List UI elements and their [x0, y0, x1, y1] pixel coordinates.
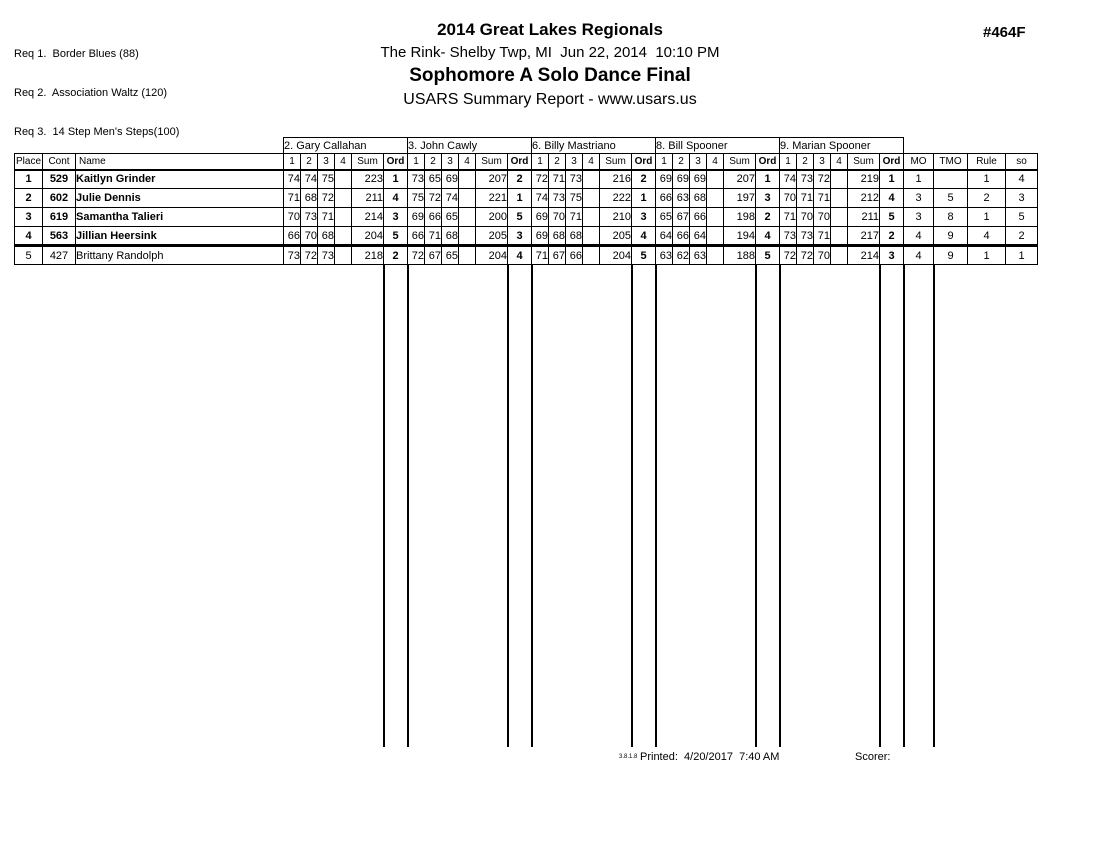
- score-cell: [831, 170, 848, 189]
- score-cell: 65: [656, 208, 673, 227]
- score-cell: [459, 170, 476, 189]
- tail-cell: [934, 170, 968, 189]
- score-cell: 70: [301, 227, 318, 246]
- ord-cell: 3: [756, 189, 780, 208]
- sum-cell: 210: [600, 208, 632, 227]
- col-header-judge3-ord: Ord: [632, 154, 656, 170]
- ord-cell: 4: [384, 189, 408, 208]
- score-cell: 67: [425, 246, 442, 265]
- ord-cell: 2: [384, 246, 408, 265]
- sum-cell: 211: [848, 208, 880, 227]
- mo-extension-line: [904, 265, 934, 747]
- col-header-judge5-sum: Sum: [848, 154, 880, 170]
- event-title: 2014 Great Lakes Regionals: [437, 20, 663, 39]
- score-cell: 66: [656, 189, 673, 208]
- score-cell: 75: [408, 189, 425, 208]
- tail-cell: 3: [1006, 189, 1038, 208]
- score-cell: 72: [814, 170, 831, 189]
- judge-header: 9. Marian Spooner: [780, 138, 904, 154]
- col-header-judge5-3: 3: [814, 154, 831, 170]
- sum-cell: 205: [600, 227, 632, 246]
- ord-cell: 5: [880, 208, 904, 227]
- place-cell: 2: [15, 189, 43, 208]
- results-table: [14, 137, 1038, 747]
- col-header-tmo: TMO: [934, 154, 968, 170]
- col-header-judge1-4: 4: [335, 154, 352, 170]
- score-cell: 74: [301, 170, 318, 189]
- score-cell: 71: [425, 227, 442, 246]
- score-cell: [831, 246, 848, 265]
- score-cell: [459, 227, 476, 246]
- judge-row-right-spacer: [904, 138, 1038, 154]
- ord-cell: 5: [756, 246, 780, 265]
- score-cell: 66: [408, 227, 425, 246]
- score-cell: 72: [797, 246, 814, 265]
- col-header-place: Place: [15, 154, 43, 170]
- venue-date-line: The Rink- Shelby Twp, MI Jun 22, 2014 10:10 PM: [380, 44, 720, 61]
- score-cell: 69: [532, 227, 549, 246]
- name-cell: Brittany Randolph: [76, 246, 284, 265]
- score-cell: 66: [566, 246, 583, 265]
- score-cell: 73: [284, 246, 301, 265]
- ord-cell: 3: [632, 208, 656, 227]
- col-header-rule: Rule: [968, 154, 1006, 170]
- ord-cell: 3: [880, 246, 904, 265]
- col-header-judge4-3: 3: [690, 154, 707, 170]
- score-cell: 68: [566, 227, 583, 246]
- score-cell: 71: [318, 208, 335, 227]
- score-cell: 71: [549, 170, 566, 189]
- score-cell: 70: [780, 189, 797, 208]
- score-cell: 72: [318, 189, 335, 208]
- ord-cell: 1: [880, 170, 904, 189]
- score-cell: 73: [780, 227, 797, 246]
- score-cell: 73: [301, 208, 318, 227]
- table-row: [15, 170, 1038, 189]
- score-cell: 69: [532, 208, 549, 227]
- ord-extension-line: [880, 265, 904, 747]
- score-cell: 70: [814, 208, 831, 227]
- extension-spacer: [780, 265, 880, 747]
- report-header: [0, 20, 1100, 109]
- grid-extension-row: [15, 265, 1038, 747]
- score-cell: 67: [673, 208, 690, 227]
- tail-cell: 9: [934, 227, 968, 246]
- col-header-judge4-2: 2: [673, 154, 690, 170]
- judge-header-row: [15, 138, 1038, 154]
- score-cell: 68: [301, 189, 318, 208]
- sum-cell: 198: [724, 208, 756, 227]
- col-header-judge3-3: 3: [566, 154, 583, 170]
- score-cell: 66: [673, 227, 690, 246]
- requirement-line-1: Req 1. Border Blues (88): [14, 48, 139, 60]
- col-header-judge5-ord: Ord: [880, 154, 904, 170]
- tail-cell: 1: [968, 170, 1006, 189]
- score-cell: 69: [690, 170, 707, 189]
- score-cell: 72: [301, 246, 318, 265]
- cont-cell: 563: [43, 227, 76, 246]
- extension-spacer: [284, 265, 384, 747]
- table-row: [15, 246, 1038, 265]
- ord-extension-line: [384, 265, 408, 747]
- score-cell: [335, 246, 352, 265]
- col-header-judge3-2: 2: [549, 154, 566, 170]
- col-header-judge2-ord: Ord: [508, 154, 532, 170]
- score-cell: 73: [408, 170, 425, 189]
- col-header-judge5-2: 2: [797, 154, 814, 170]
- col-header-so: so: [1006, 154, 1038, 170]
- extension-spacer: [656, 265, 756, 747]
- sum-cell: 197: [724, 189, 756, 208]
- tail-cell: 2: [1006, 227, 1038, 246]
- ord-extension-line: [508, 265, 532, 747]
- col-header-judge4-4: 4: [707, 154, 724, 170]
- sum-cell: 200: [476, 208, 508, 227]
- score-cell: 72: [425, 189, 442, 208]
- sum-cell: 212: [848, 189, 880, 208]
- score-cell: [335, 170, 352, 189]
- score-cell: 69: [408, 208, 425, 227]
- score-cell: 75: [566, 189, 583, 208]
- col-header-judge1-2: 2: [301, 154, 318, 170]
- score-cell: 75: [318, 170, 335, 189]
- sum-cell: 207: [724, 170, 756, 189]
- ord-cell: 4: [632, 227, 656, 246]
- judge-header: 6. Billy Mastriano: [532, 138, 656, 154]
- ord-cell: 5: [508, 208, 532, 227]
- col-header-judge1-sum: Sum: [352, 154, 384, 170]
- score-cell: 71: [532, 246, 549, 265]
- tail-cell: 5: [1006, 208, 1038, 227]
- ord-cell: 4: [508, 246, 532, 265]
- extension-spacer: [15, 265, 284, 747]
- ord-cell: 5: [384, 227, 408, 246]
- cont-cell: 529: [43, 170, 76, 189]
- tail-cell: 4: [904, 227, 934, 246]
- score-cell: [831, 208, 848, 227]
- tail-cell: 1: [904, 170, 934, 189]
- score-cell: [335, 208, 352, 227]
- score-cell: 73: [797, 227, 814, 246]
- score-cell: 71: [566, 208, 583, 227]
- place-cell: 3: [15, 208, 43, 227]
- score-cell: [335, 189, 352, 208]
- score-cell: 69: [442, 170, 459, 189]
- sum-cell: 204: [352, 227, 384, 246]
- col-header-judge2-1: 1: [408, 154, 425, 170]
- printed-timestamp: Printed: 4/20/2017 7:40 AM: [640, 751, 780, 763]
- sum-cell: 214: [848, 246, 880, 265]
- score-cell: [707, 170, 724, 189]
- ord-cell: 4: [880, 189, 904, 208]
- score-cell: 64: [656, 227, 673, 246]
- tail-cell: 9: [934, 246, 968, 265]
- ord-cell: 3: [384, 208, 408, 227]
- score-cell: 74: [442, 189, 459, 208]
- sum-cell: 222: [600, 189, 632, 208]
- sum-cell: 219: [848, 170, 880, 189]
- score-cell: 66: [284, 227, 301, 246]
- score-cell: 71: [814, 189, 831, 208]
- cont-cell: 619: [43, 208, 76, 227]
- tail-cell: 8: [934, 208, 968, 227]
- score-cell: [583, 189, 600, 208]
- tail-cell: 1: [968, 246, 1006, 265]
- name-cell: Kaitlyn Grinder: [76, 170, 284, 189]
- tail-cell: 5: [934, 189, 968, 208]
- col-header-judge4-ord: Ord: [756, 154, 780, 170]
- place-cell: 1: [15, 170, 43, 189]
- score-cell: [583, 246, 600, 265]
- score-cell: 71: [797, 189, 814, 208]
- name-cell: Jillian Heersink: [76, 227, 284, 246]
- score-cell: 69: [656, 170, 673, 189]
- score-cell: [707, 246, 724, 265]
- ord-cell: 4: [756, 227, 780, 246]
- score-cell: 68: [442, 227, 459, 246]
- sum-cell: 205: [476, 227, 508, 246]
- sum-cell: 223: [352, 170, 384, 189]
- score-cell: [583, 227, 600, 246]
- col-header-judge3-sum: Sum: [600, 154, 632, 170]
- event-name: Sophomore A Solo Dance Final: [409, 65, 691, 86]
- col-header-judge1-1: 1: [284, 154, 301, 170]
- col-header-mo: MO: [904, 154, 934, 170]
- table-row: [15, 189, 1038, 208]
- sum-cell: 204: [600, 246, 632, 265]
- sum-cell: 217: [848, 227, 880, 246]
- score-cell: 66: [690, 208, 707, 227]
- extension-spacer: [532, 265, 632, 747]
- score-cell: 73: [797, 170, 814, 189]
- score-cell: [459, 189, 476, 208]
- sum-cell: 211: [352, 189, 384, 208]
- score-cell: 68: [318, 227, 335, 246]
- sum-cell: 204: [476, 246, 508, 265]
- score-cell: 69: [673, 170, 690, 189]
- score-cell: 68: [549, 227, 566, 246]
- score-cell: 63: [656, 246, 673, 265]
- col-header-judge4-sum: Sum: [724, 154, 756, 170]
- requirement-line-2: Req 2. Association Waltz (120): [14, 87, 168, 99]
- score-cell: 63: [673, 189, 690, 208]
- score-cell: [583, 170, 600, 189]
- tail-cell: 4: [1006, 170, 1038, 189]
- score-cell: [335, 227, 352, 246]
- score-cell: 70: [549, 208, 566, 227]
- tail-cell: 1: [968, 208, 1006, 227]
- score-cell: 66: [425, 208, 442, 227]
- score-cell: 74: [780, 170, 797, 189]
- score-cell: 65: [442, 246, 459, 265]
- tail-cell: 4: [904, 246, 934, 265]
- cont-cell: 602: [43, 189, 76, 208]
- ord-extension-line: [756, 265, 780, 747]
- col-header-judge5-4: 4: [831, 154, 848, 170]
- requirement-line-3: Req 3. 14 Step Men's Steps(100): [14, 126, 180, 138]
- sum-cell: 188: [724, 246, 756, 265]
- ord-cell: 1: [384, 170, 408, 189]
- place-cell: 4: [15, 227, 43, 246]
- score-cell: 71: [814, 227, 831, 246]
- score-cell: 67: [549, 246, 566, 265]
- score-cell: [707, 208, 724, 227]
- tail-cell: 4: [968, 227, 1006, 246]
- score-cell: 74: [532, 189, 549, 208]
- score-cell: [831, 189, 848, 208]
- extension-spacer: [408, 265, 508, 747]
- place-cell: 5: [15, 246, 43, 265]
- sum-cell: 214: [352, 208, 384, 227]
- sum-cell: 216: [600, 170, 632, 189]
- col-header-judge2-2: 2: [425, 154, 442, 170]
- score-cell: 65: [425, 170, 442, 189]
- score-cell: [831, 227, 848, 246]
- scorer-label: Scorer:: [855, 751, 891, 763]
- name-cell: Samantha Talieri: [76, 208, 284, 227]
- judge-row-left-spacer: [15, 138, 284, 154]
- software-version: 3.8.1.8: [619, 754, 638, 760]
- score-cell: [707, 189, 724, 208]
- col-header-judge2-4: 4: [459, 154, 476, 170]
- ord-cell: 1: [632, 189, 656, 208]
- col-header-name: Name: [76, 154, 284, 170]
- judge-header: 8. Bill Spooner: [656, 138, 780, 154]
- ord-cell: 1: [756, 170, 780, 189]
- column-header-row: [15, 154, 1038, 170]
- report-type-line: USARS Summary Report - www.usars.us: [403, 91, 697, 108]
- sum-cell: 218: [352, 246, 384, 265]
- col-header-judge2-sum: Sum: [476, 154, 508, 170]
- score-cell: 65: [442, 208, 459, 227]
- col-header-judge3-1: 1: [532, 154, 549, 170]
- event-code: #464F: [983, 24, 1026, 41]
- ord-cell: 3: [508, 227, 532, 246]
- ord-cell: 2: [632, 170, 656, 189]
- score-cell: 73: [566, 170, 583, 189]
- ord-cell: 2: [756, 208, 780, 227]
- score-cell: 70: [797, 208, 814, 227]
- score-cell: [459, 208, 476, 227]
- sum-cell: 194: [724, 227, 756, 246]
- score-cell: 68: [690, 189, 707, 208]
- score-cell: 63: [690, 246, 707, 265]
- score-cell: 72: [408, 246, 425, 265]
- judge-header: 2. Gary Callahan: [284, 138, 408, 154]
- tail-cell: 3: [904, 208, 934, 227]
- score-cell: [583, 208, 600, 227]
- col-header-judge1-3: 3: [318, 154, 335, 170]
- sum-cell: 221: [476, 189, 508, 208]
- score-cell: 72: [780, 246, 797, 265]
- ord-extension-line: [632, 265, 656, 747]
- score-cell: 71: [284, 189, 301, 208]
- tail-cell: 2: [968, 189, 1006, 208]
- ord-cell: 2: [508, 170, 532, 189]
- col-header-judge3-4: 4: [583, 154, 600, 170]
- score-cell: 64: [690, 227, 707, 246]
- tail-cell: 3: [904, 189, 934, 208]
- score-cell: 62: [673, 246, 690, 265]
- name-cell: Julie Dennis: [76, 189, 284, 208]
- sum-cell: 207: [476, 170, 508, 189]
- col-header-judge1-ord: Ord: [384, 154, 408, 170]
- col-header-judge5-1: 1: [780, 154, 797, 170]
- col-header-cont: Cont: [43, 154, 76, 170]
- score-cell: 70: [814, 246, 831, 265]
- ord-cell: 5: [632, 246, 656, 265]
- score-cell: [707, 227, 724, 246]
- score-cell: 73: [318, 246, 335, 265]
- tail-cell: 1: [1006, 246, 1038, 265]
- score-cell: [459, 246, 476, 265]
- table-row: [15, 227, 1038, 246]
- cont-cell: 427: [43, 246, 76, 265]
- ord-cell: 2: [880, 227, 904, 246]
- score-cell: 71: [780, 208, 797, 227]
- table-row: [15, 208, 1038, 227]
- extension-spacer: [934, 265, 1038, 747]
- score-cell: 73: [549, 189, 566, 208]
- judge-header: 3. John Cawly: [408, 138, 532, 154]
- col-header-judge2-3: 3: [442, 154, 459, 170]
- score-cell: 74: [284, 170, 301, 189]
- ord-cell: 1: [508, 189, 532, 208]
- score-cell: 72: [532, 170, 549, 189]
- score-cell: 70: [284, 208, 301, 227]
- col-header-judge4-1: 1: [656, 154, 673, 170]
